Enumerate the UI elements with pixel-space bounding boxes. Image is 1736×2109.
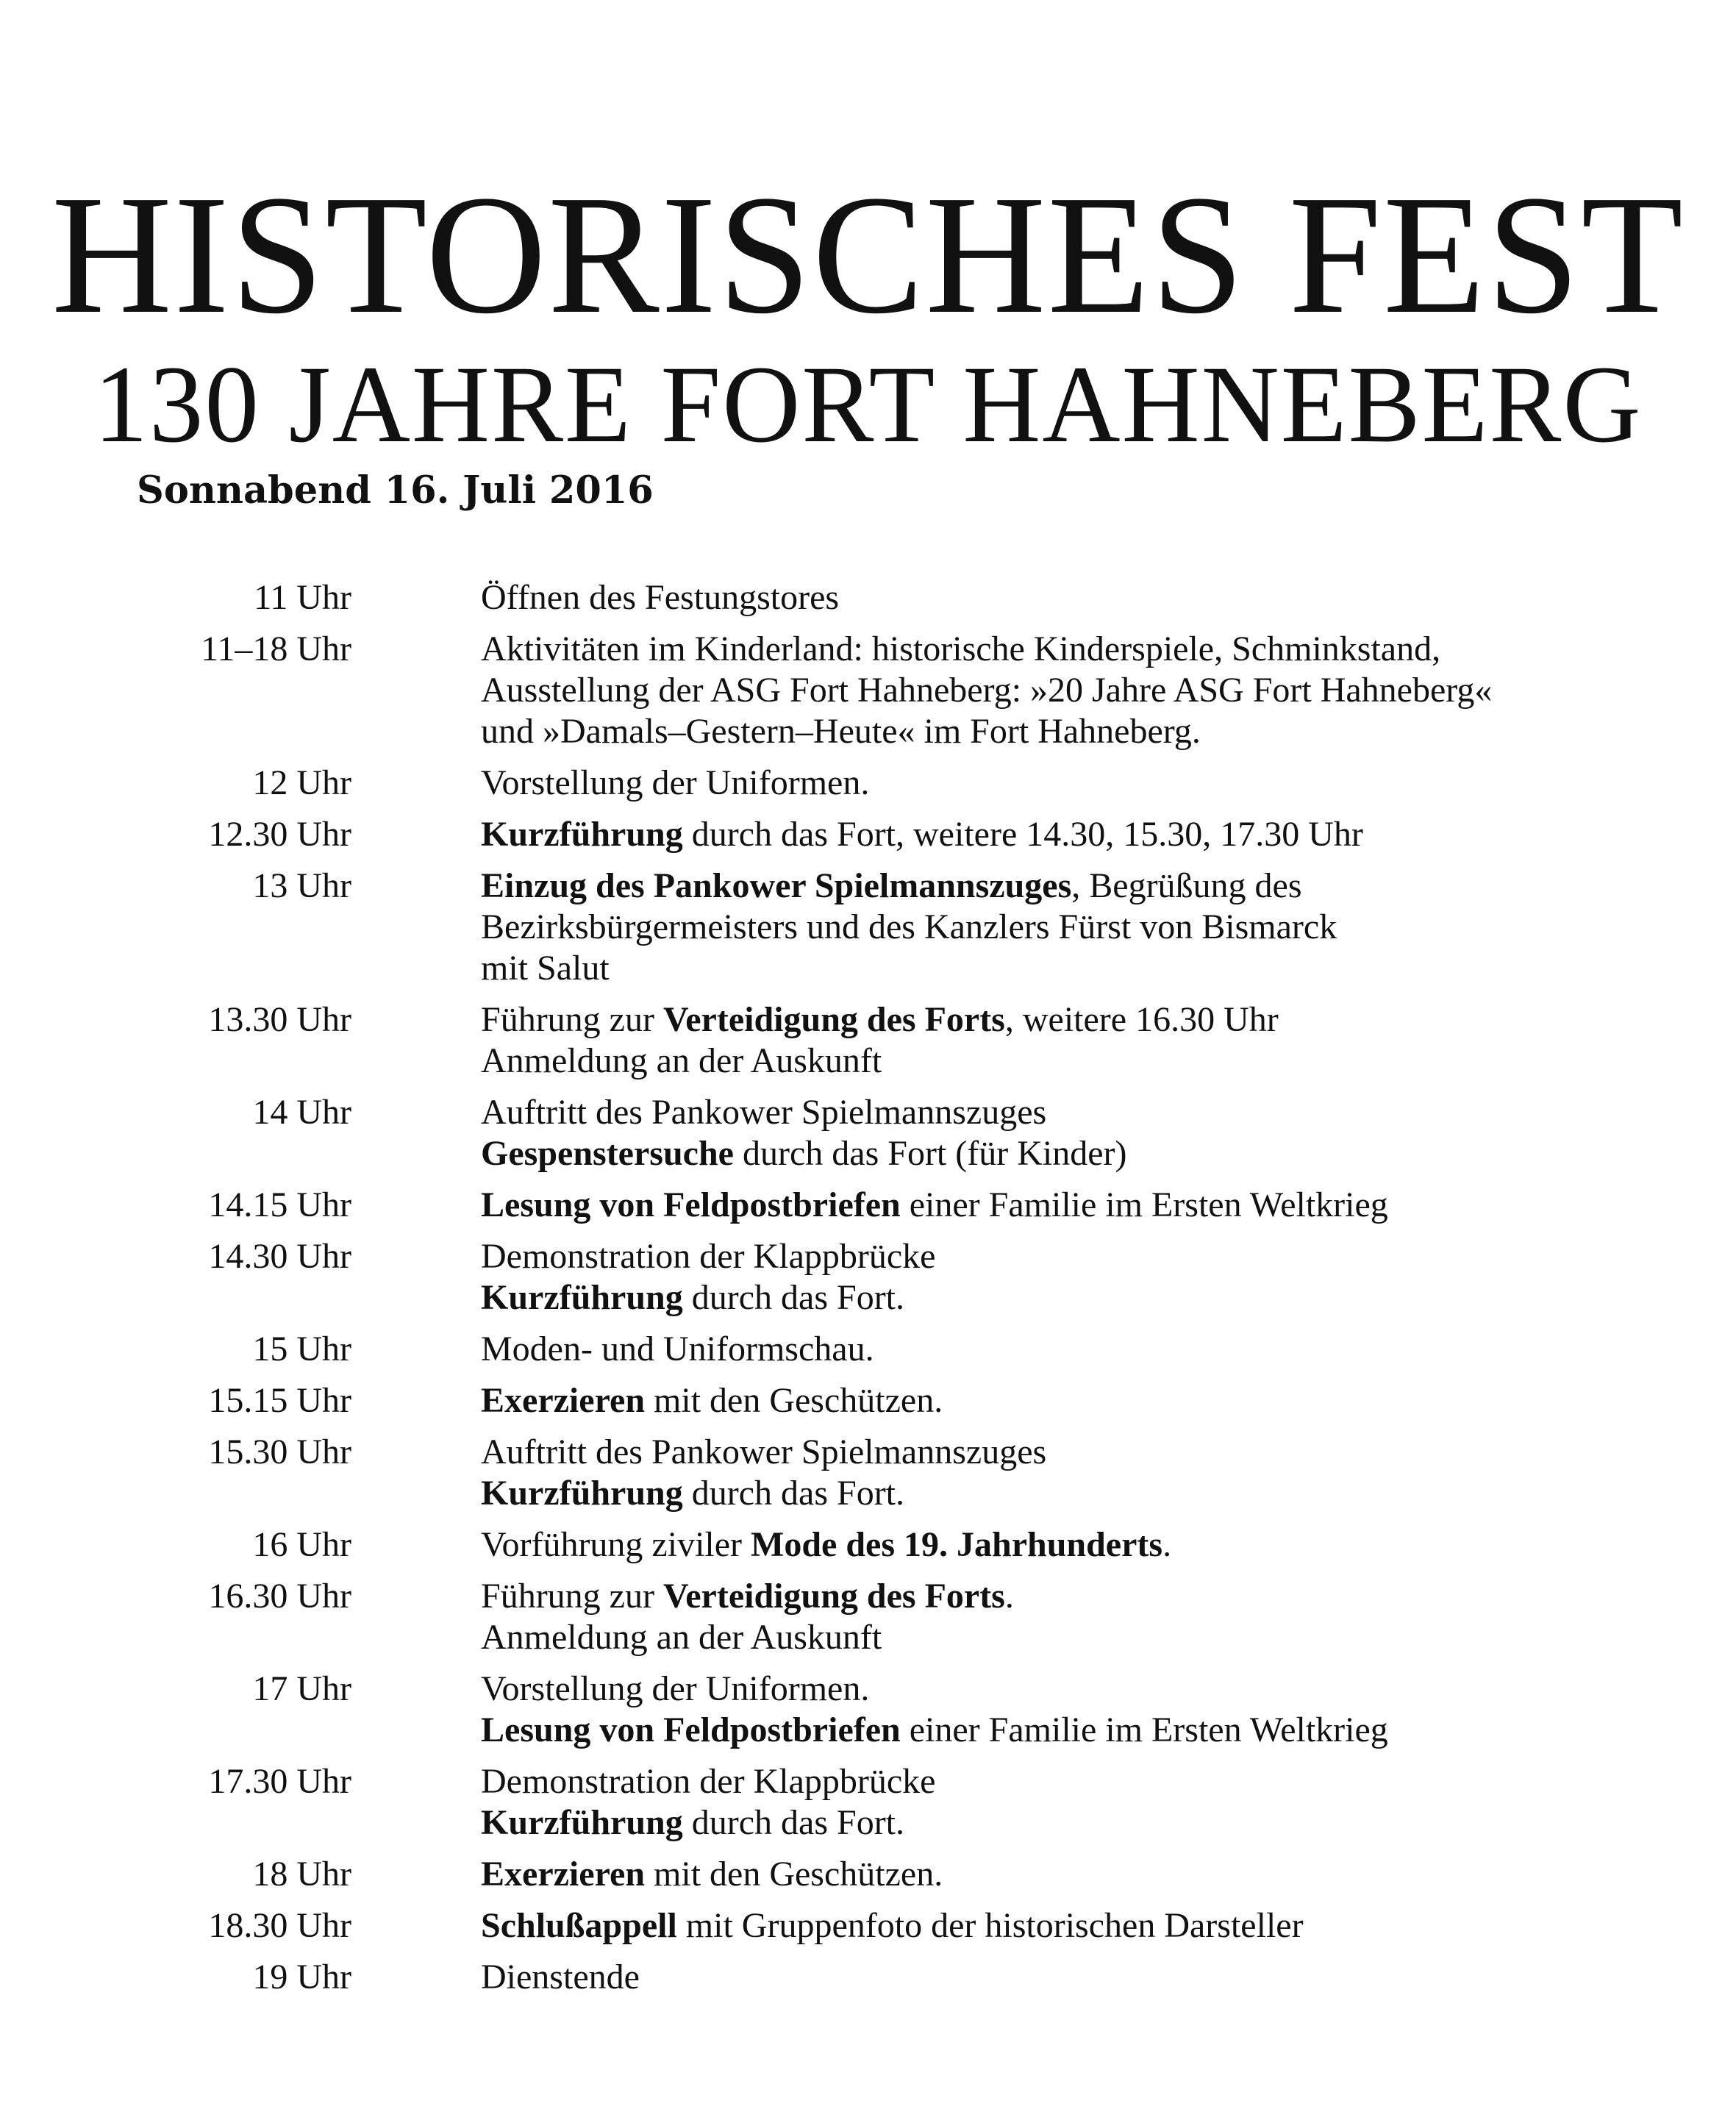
description-text: Demonstration der Klappbrücke bbox=[481, 1237, 936, 1276]
schedule-entry bbox=[0, 1957, 1736, 1998]
document-title: HISTORISCHES FEST bbox=[51, 160, 1685, 350]
schedule-time: 13 Uhr bbox=[252, 866, 351, 905]
schedule-entry bbox=[0, 1669, 1736, 1751]
schedule-description bbox=[481, 629, 1694, 752]
description-line bbox=[481, 1905, 1694, 1946]
description-text: Führung zur bbox=[481, 1577, 663, 1616]
description-text: einer Familie im Ersten Weltkrieg bbox=[900, 1710, 1388, 1749]
description-line bbox=[481, 1473, 1694, 1514]
schedule-time: 17 Uhr bbox=[252, 1669, 351, 1708]
schedule-description bbox=[481, 814, 1694, 855]
highlighted-text: Exerzieren bbox=[481, 1381, 646, 1420]
schedule-entry bbox=[0, 763, 1736, 804]
highlighted-text: Kurzführung bbox=[481, 1803, 683, 1842]
schedule-description bbox=[481, 1329, 1694, 1370]
description-text: mit den Geschützen. bbox=[645, 1855, 943, 1894]
highlighted-text: Schlußappell bbox=[481, 1906, 677, 1945]
schedule-entry bbox=[0, 629, 1736, 752]
schedule-description bbox=[481, 1380, 1694, 1421]
schedule-description bbox=[481, 1236, 1694, 1318]
description-text: Öffnen des Festungstores bbox=[481, 578, 840, 617]
description-text: durch das Fort. bbox=[682, 1278, 905, 1317]
schedule-time: 15.15 Uhr bbox=[208, 1381, 351, 1420]
schedule-description bbox=[481, 1432, 1694, 1514]
description-line bbox=[481, 1669, 1694, 1710]
schedule-entry bbox=[0, 1236, 1736, 1318]
description-line bbox=[481, 711, 1694, 752]
description-line bbox=[481, 1617, 1694, 1658]
date-heading: Sonnabend 16. Juli 2016 bbox=[137, 468, 654, 513]
schedule-description bbox=[481, 1905, 1694, 1946]
schedule-description bbox=[481, 1524, 1694, 1566]
highlighted-text: Einzug des Pankower Spielmannszuges bbox=[481, 866, 1072, 905]
schedule-time: 16 Uhr bbox=[252, 1525, 351, 1564]
schedule-description bbox=[481, 763, 1694, 804]
description-line bbox=[481, 763, 1694, 804]
description-text: Führung zur bbox=[481, 1000, 663, 1039]
description-line bbox=[481, 1761, 1694, 1802]
schedule-description bbox=[481, 1854, 1694, 1895]
schedule-description bbox=[481, 866, 1694, 989]
description-line bbox=[481, 1236, 1694, 1277]
schedule-description bbox=[481, 1761, 1694, 1844]
description-line bbox=[481, 1133, 1694, 1174]
highlighted-text: Mode des 19. Jahrhunderts bbox=[751, 1525, 1163, 1564]
schedule-list bbox=[0, 577, 1736, 2008]
description-text: Auftritt des Pankower Spielmannszuges bbox=[481, 1093, 1047, 1132]
description-line bbox=[481, 814, 1694, 855]
description-text: Vorstellung der Uniformen. bbox=[481, 1669, 870, 1708]
description-text: Dienstende bbox=[481, 1958, 640, 1996]
highlighted-text: Verteidigung des Forts bbox=[662, 1577, 1005, 1616]
schedule-entry bbox=[0, 1092, 1736, 1174]
schedule-description bbox=[481, 577, 1694, 618]
document-subtitle: 130 JAHRE FORT HAHNEBERG bbox=[93, 343, 1643, 465]
description-line bbox=[481, 1041, 1694, 1082]
highlighted-text: Kurzführung bbox=[481, 1278, 683, 1317]
description-line bbox=[481, 866, 1694, 907]
schedule-description bbox=[481, 1576, 1694, 1658]
description-text: Anmeldung an der Auskunft bbox=[481, 1041, 882, 1080]
description-line bbox=[481, 629, 1694, 670]
description-text: Anmeldung an der Auskunft bbox=[481, 1618, 882, 1657]
description-line bbox=[481, 1524, 1694, 1566]
description-line bbox=[481, 577, 1694, 618]
schedule-time: 11–18 Uhr bbox=[201, 629, 351, 668]
description-line bbox=[481, 1710, 1694, 1751]
schedule-time: 18 Uhr bbox=[252, 1855, 351, 1894]
schedule-description bbox=[481, 1957, 1694, 1998]
schedule-entry bbox=[0, 1905, 1736, 1946]
description-text: Auftritt des Pankower Spielmannszuges bbox=[481, 1432, 1047, 1471]
description-text: Ausstellung der ASG Fort Hahneberg: »20 Jahre ASG Fort Hahneberg« bbox=[481, 671, 1493, 710]
schedule-entry bbox=[0, 999, 1736, 1082]
schedule-description bbox=[481, 1092, 1694, 1174]
description-text: , Begrüßung des bbox=[1071, 866, 1302, 905]
schedule-entry bbox=[0, 1576, 1736, 1658]
schedule-time: 18.30 Uhr bbox=[208, 1906, 351, 1945]
description-line bbox=[481, 1277, 1694, 1318]
description-text: mit den Geschützen. bbox=[645, 1381, 943, 1420]
highlighted-text: Lesung von Feldpostbriefen bbox=[481, 1185, 901, 1224]
schedule-time: 12 Uhr bbox=[252, 763, 351, 802]
description-line bbox=[481, 1802, 1694, 1844]
schedule-time: 17.30 Uhr bbox=[208, 1762, 351, 1801]
description-text: Demonstration der Klappbrücke bbox=[481, 1762, 936, 1801]
description-text: Bezirksbürgermeisters und des Kanzlers Fürst von Bismarck bbox=[481, 907, 1337, 946]
highlighted-text: Gespenstersuche bbox=[481, 1134, 734, 1173]
schedule-time: 14.15 Uhr bbox=[208, 1185, 351, 1224]
schedule-time: 14.30 Uhr bbox=[208, 1237, 351, 1276]
description-text: einer Familie im Ersten Weltkrieg bbox=[900, 1185, 1388, 1224]
schedule-entry bbox=[0, 1854, 1736, 1895]
description-line bbox=[481, 1380, 1694, 1421]
schedule-entry bbox=[0, 1329, 1736, 1370]
description-line bbox=[481, 907, 1694, 948]
highlighted-text: Kurzführung bbox=[481, 1474, 683, 1513]
description-line bbox=[481, 999, 1694, 1041]
schedule-time: 16.30 Uhr bbox=[208, 1577, 351, 1616]
description-text: . bbox=[1162, 1525, 1172, 1564]
description-line bbox=[481, 1092, 1694, 1133]
description-text: durch das Fort. bbox=[682, 1474, 905, 1513]
highlighted-text: Verteidigung des Forts bbox=[662, 1000, 1005, 1039]
description-text: . bbox=[1004, 1577, 1014, 1616]
schedule-entry bbox=[0, 1761, 1736, 1844]
schedule-description bbox=[481, 1185, 1694, 1226]
schedule-entry bbox=[0, 814, 1736, 855]
schedule-time: 15.30 Uhr bbox=[208, 1432, 351, 1471]
schedule-time: 12.30 Uhr bbox=[208, 815, 351, 854]
description-line bbox=[481, 1329, 1694, 1370]
schedule-entry bbox=[0, 866, 1736, 989]
schedule-time: 11 Uhr bbox=[254, 578, 351, 617]
highlighted-text: Kurzführung bbox=[481, 815, 683, 854]
description-text: Vorführung ziviler bbox=[481, 1525, 751, 1564]
schedule-description bbox=[481, 999, 1694, 1082]
schedule-entry bbox=[0, 577, 1736, 618]
highlighted-text: Exerzieren bbox=[481, 1855, 646, 1894]
description-line bbox=[481, 1185, 1694, 1226]
description-text: mit Salut bbox=[481, 949, 610, 988]
description-line bbox=[481, 1432, 1694, 1473]
schedule-entry bbox=[0, 1380, 1736, 1421]
description-text: Vorstellung der Uniformen. bbox=[481, 763, 870, 802]
description-text: durch das Fort. bbox=[682, 1803, 905, 1842]
schedule-description bbox=[481, 1669, 1694, 1751]
description-line bbox=[481, 1957, 1694, 1998]
highlighted-text: Lesung von Feldpostbriefen bbox=[481, 1710, 901, 1749]
description-text: mit Gruppenfoto der historischen Darsteller bbox=[676, 1906, 1304, 1945]
description-text: Moden- und Uniformschau. bbox=[481, 1330, 874, 1368]
schedule-entry bbox=[0, 1185, 1736, 1226]
description-text: Aktivitäten im Kinderland: historische Kinderspiele, Schminkstand, bbox=[481, 629, 1441, 668]
description-text: und »Damals–Gestern–Heute« im Fort Hahneberg. bbox=[481, 712, 1201, 751]
description-line bbox=[481, 1854, 1694, 1895]
schedule-time: 19 Uhr bbox=[252, 1958, 351, 1996]
schedule-entry bbox=[0, 1524, 1736, 1566]
schedule-time: 14 Uhr bbox=[252, 1093, 351, 1132]
schedule-entry bbox=[0, 1432, 1736, 1514]
schedule-time: 13.30 Uhr bbox=[208, 1000, 351, 1039]
description-text: durch das Fort, weitere 14.30, 15.30, 17.30 Uhr bbox=[682, 815, 1363, 854]
schedule-time: 15 Uhr bbox=[252, 1330, 351, 1368]
description-line bbox=[481, 1576, 1694, 1617]
description-line bbox=[481, 948, 1694, 989]
description-text: durch das Fort (für Kinder) bbox=[733, 1134, 1127, 1173]
description-line bbox=[481, 670, 1694, 711]
description-text: , weitere 16.30 Uhr bbox=[1004, 1000, 1279, 1039]
